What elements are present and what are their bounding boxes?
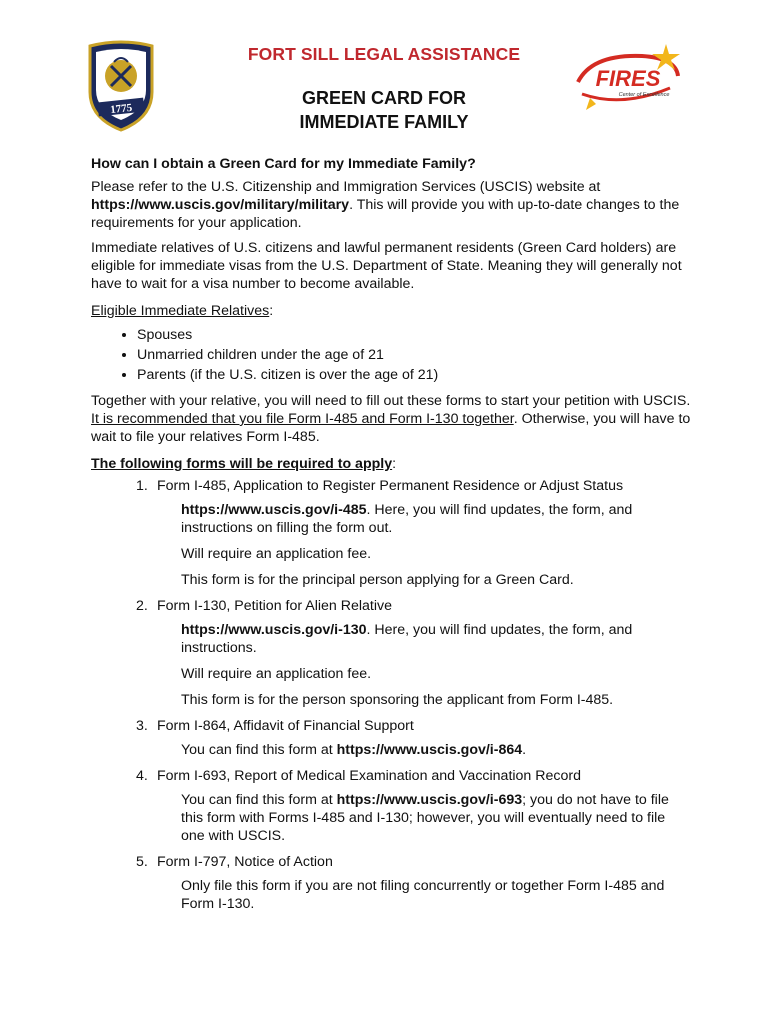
form-link-pre: You can find this form at	[181, 742, 337, 758]
form-number: 4.	[136, 768, 148, 784]
form-number: 3.	[136, 718, 148, 734]
intro-paragraph-2: Immediate relatives of U.S. citizens and lawful permanent residents (Green Card holders) are eligible for immediate visas from the U.S. Department of State. Meaning they will generally not have to wait for a visa number to become available.	[91, 240, 682, 292]
i-130-link[interactable]: https://www.uscis.gov/i-130	[181, 622, 367, 638]
eligible-item: • Spouses	[137, 326, 691, 344]
fires-logo-subtext: Center of Excellence	[618, 92, 670, 98]
forms-heading: The following forms will be required to apply	[91, 456, 393, 472]
form-item-i-485	[91, 477, 691, 589]
form-item-i-130	[91, 597, 691, 709]
form-link-post: . Here, you will find updates, the form, and instructions on filling the form out.	[181, 502, 633, 536]
form-link-line	[181, 501, 691, 537]
form-name: Form I-485, Application to Register Permanent Residence or Adjust Status	[157, 478, 624, 494]
eligible-colon: :	[269, 303, 274, 319]
fires-logo-text: FIRES	[595, 66, 661, 91]
document-body	[91, 155, 691, 921]
form-item-i-864	[91, 717, 691, 759]
forms-heading-colon: :	[392, 456, 397, 472]
intro-paragraph-1	[91, 178, 691, 232]
intro-p1-post: . This will provide you with up-to-date changes to the requirements for your application.	[91, 197, 680, 231]
form-fee: Will require an application fee.	[181, 666, 372, 682]
eligible-list	[91, 326, 691, 384]
intro-question: How can I obtain a Green Card for my Immediate Family?	[91, 156, 476, 172]
document-title	[0, 86, 768, 134]
eligible-item: • Unmarried children under the age of 21	[137, 346, 691, 364]
form-number: 5.	[136, 854, 148, 870]
form-link-post: .	[522, 742, 527, 758]
form-number: 2.	[136, 598, 148, 614]
organization-name: FORT SILL LEGAL ASSISTANCE	[247, 44, 521, 64]
crest-year: 1775	[109, 101, 133, 117]
form-link-post: ; you do not have to file this form with Forms I-485 and I-130; however, you will eventually need to file one with USCIS.	[181, 792, 669, 844]
eligible-heading: Eligible Immediate Relatives	[91, 303, 270, 319]
together-post: . Otherwise, you will have to wait to file your relatives Form I-485.	[91, 411, 691, 445]
form-link-line	[181, 621, 691, 657]
form-link-line	[181, 741, 691, 759]
title-line-2: IMMEDIATE FAMILY	[299, 112, 469, 132]
together-pre: Together with your relative, you will need to fill out these forms to start your petition with USCIS.	[91, 393, 691, 409]
forms-list	[91, 477, 691, 913]
form-item-i-797	[91, 853, 691, 913]
form-fee: Will require an application fee.	[181, 546, 372, 562]
i-485-link[interactable]: https://www.uscis.gov/i-485	[181, 502, 367, 518]
eligible-item: • Parents (if the U.S. citizen is over the age of 21)	[137, 366, 691, 384]
forms-heading-line	[91, 455, 691, 473]
form-name: Form I-864, Affidavit of Financial Support	[157, 718, 414, 734]
military-link[interactable]: https://www.uscis.gov/military/military	[91, 197, 350, 213]
form-item-i-693	[91, 767, 691, 845]
form-number: 1.	[136, 478, 148, 494]
form-note: This form is for the principal person applying for a Green Card.	[181, 572, 574, 588]
together-recommendation: It is recommended that you file Form I-485 and Form I-130 together	[91, 411, 514, 427]
form-name: Form I-693, Report of Medical Examination and Vaccination Record	[157, 768, 581, 784]
form-name: Form I-797, Notice of Action	[157, 854, 333, 870]
title-line-1: GREEN CARD FOR	[301, 88, 466, 108]
intro-p1-pre: Please refer to the U.S. Citizenship and Immigration Services (USCIS) website at	[91, 179, 601, 195]
form-name: Form I-130, Petition for Alien Relative	[157, 598, 392, 614]
i-693-link[interactable]: https://www.uscis.gov/i-693	[336, 792, 523, 808]
together-paragraph	[91, 392, 691, 446]
form-note: This form is for the person sponsoring the applicant from Form I-485.	[181, 692, 614, 708]
form-link-post: . Here, you will find updates, the form, and instructions.	[181, 622, 633, 656]
form-link-line	[181, 791, 691, 845]
eligible-heading-line	[91, 302, 691, 320]
form-text: Only file this form if you are not filing concurrently or together Form I-485 and Form I-130.	[181, 878, 665, 912]
i-864-link[interactable]: https://www.uscis.gov/i-864	[336, 742, 523, 758]
form-link-pre: You can find this form at	[181, 792, 337, 808]
